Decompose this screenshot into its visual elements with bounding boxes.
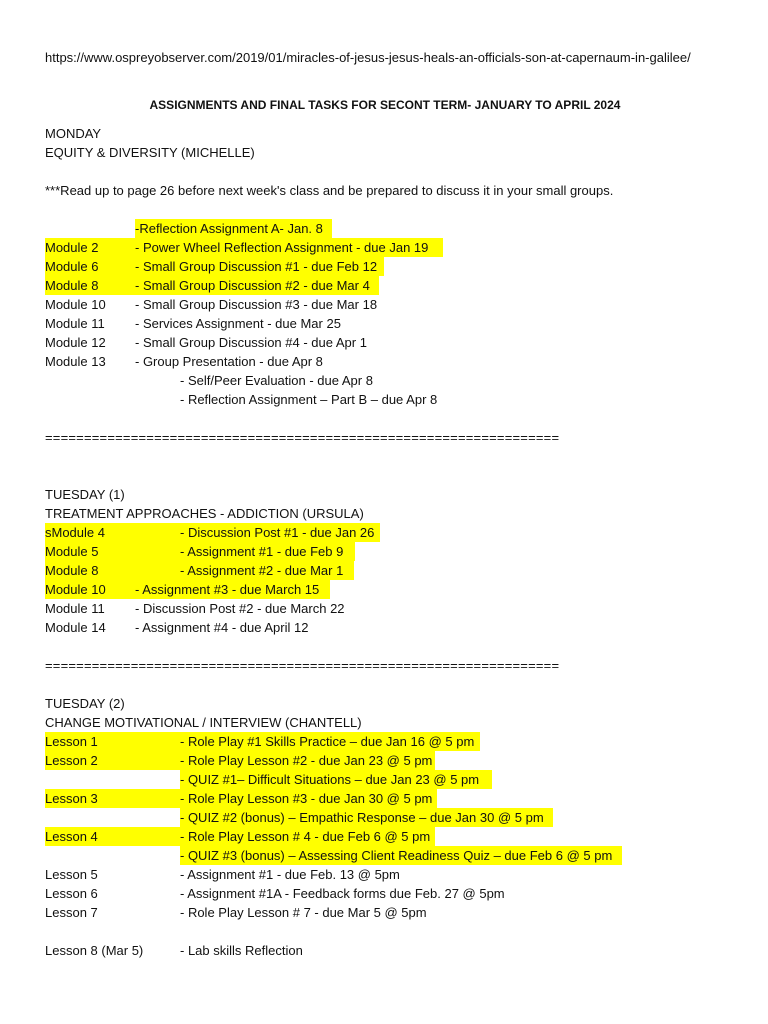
list-item	[45, 618, 725, 637]
document-page	[45, 48, 725, 960]
task-text: - Role Play Lesson # 7 - due Mar 5 @ 5pm	[180, 905, 427, 920]
module-label: Module 13	[45, 354, 106, 369]
tuesday2-day: TUESDAY (2)	[45, 696, 125, 711]
list-item	[45, 333, 725, 352]
tuesday1-course: TREATMENT APPROACHES - ADDICTION (URSULA)	[45, 506, 364, 521]
list-item	[45, 732, 725, 751]
task-text: -Reflection Assignment A- Jan. 8	[135, 219, 332, 238]
list-item	[45, 219, 725, 238]
monday-day: MONDAY	[45, 126, 102, 141]
module-label: Lesson 4	[45, 827, 180, 846]
monday-note: ***Read up to page 26 before next week's class and be prepared to discuss it in your small groups.	[45, 183, 614, 198]
list-item	[45, 770, 725, 789]
list-item	[45, 295, 725, 314]
module-label: Module 5	[45, 542, 180, 561]
module-label: Module 11	[45, 601, 105, 616]
list-item	[45, 599, 725, 618]
task-text: - Assignment #1A - Feedback forms due Feb. 27 @ 5pm	[180, 886, 505, 901]
list-item	[45, 238, 725, 257]
list-item	[45, 827, 725, 846]
module-label: Lesson 1	[45, 732, 180, 751]
task-text: - Power Wheel Reflection Assignment - due Jan 19	[135, 238, 443, 257]
task-text: - Small Group Discussion #1 - due Feb 12	[135, 257, 384, 276]
module-label: Lesson 8 (Mar 5)	[45, 943, 144, 958]
task-text: - Reflection Assignment – Part B – due Apr 8	[180, 392, 438, 407]
list-item	[45, 884, 725, 903]
list-item	[45, 846, 725, 865]
monday-course: EQUITY & DIVERSITY (MICHELLE)	[45, 145, 255, 160]
list-item	[45, 314, 725, 333]
module-label: Module 14	[45, 620, 106, 635]
task-text: - Assignment #1 - due Feb 9	[180, 542, 355, 561]
module-label: Lesson 2	[45, 751, 180, 770]
section-separator: ==================================================================	[45, 658, 560, 673]
module-label: Module 10	[45, 297, 106, 312]
task-text: - Assignment #2 - due Mar 1	[180, 561, 354, 580]
task-text: - Services Assignment - due Mar 25	[135, 316, 341, 331]
module-label: sModule 4	[45, 523, 180, 542]
task-text: - Assignment #3 - due March 15	[135, 580, 330, 599]
list-item	[45, 789, 725, 808]
module-label: Module 10	[45, 580, 135, 599]
list-item	[45, 903, 725, 922]
task-text: - Discussion Post #2 - due March 22	[135, 601, 345, 616]
task-text: - Self/Peer Evaluation - due Apr 8	[180, 373, 373, 388]
task-text: - Group Presentation - due Apr 8	[135, 354, 323, 369]
list-item	[45, 390, 725, 409]
task-text: - Small Group Discussion #4 - due Apr 1	[135, 335, 367, 350]
list-item	[45, 276, 725, 295]
task-text: - QUIZ #3 (bonus) – Assessing Client Readiness Quiz – due Feb 6 @ 5 pm	[180, 846, 622, 865]
list-item	[45, 371, 725, 390]
module-label: Lesson 6	[45, 886, 98, 901]
task-text: - Lab skills Reflection	[180, 943, 303, 958]
tuesday2-course: CHANGE MOTIVATIONAL / INTERVIEW (CHANTELL)	[45, 715, 362, 730]
task-text: - Discussion Post #1 - due Jan 26	[180, 523, 380, 542]
tuesday1-day: TUESDAY (1)	[45, 487, 125, 502]
module-label: Lesson 3	[45, 789, 180, 808]
module-label: Lesson 5	[45, 867, 98, 882]
module-label: Module 8	[45, 276, 135, 295]
task-text: - QUIZ #1– Difficult Situations – due Jan 23 @ 5 pm	[180, 770, 492, 789]
task-text: - Role Play Lesson #3 - due Jan 30 @ 5 pm	[180, 789, 437, 808]
module-label: Module 6	[45, 257, 135, 276]
module-label: Module 12	[45, 335, 106, 350]
module-label: Module 2	[45, 238, 135, 257]
section-separator: ==================================================================	[45, 430, 560, 445]
task-text: - QUIZ #2 (bonus) – Empathic Response – due Jan 30 @ 5 pm	[180, 808, 553, 827]
task-text: - Assignment #4 - due April 12	[135, 620, 309, 635]
module-label: Lesson 7	[45, 905, 98, 920]
document-title: ASSIGNMENTS AND FINAL TASKS FOR SECONT TERM- JANUARY TO APRIL 2024	[149, 98, 621, 112]
task-text: - Small Group Discussion #2 - due Mar 4	[135, 276, 379, 295]
task-text: - Role Play Lesson # 4 - due Feb 6 @ 5 pm	[180, 827, 435, 846]
list-item	[45, 808, 725, 827]
module-label: Module 11	[45, 316, 105, 331]
task-text: - Role Play Lesson #2 - due Jan 23 @ 5 pm	[180, 751, 435, 770]
list-item	[45, 257, 725, 276]
list-item	[45, 941, 725, 960]
list-item	[45, 751, 725, 770]
task-text: - Assignment #1 - due Feb. 13 @ 5pm	[180, 867, 400, 882]
list-item	[45, 865, 725, 884]
list-item	[45, 580, 725, 599]
source-url[interactable]: https://www.ospreyobserver.com/2019/01/miracles-of-jesus-jesus-heals-an-officials-son-at-capernaum-in-galilee/	[45, 50, 691, 65]
list-item	[45, 352, 725, 371]
task-text: - Role Play #1 Skills Practice – due Jan 16 @ 5 pm	[180, 732, 480, 751]
list-item	[45, 523, 725, 542]
list-item	[45, 542, 725, 561]
list-item	[45, 561, 725, 580]
module-label: Module 8	[45, 561, 180, 580]
task-text: - Small Group Discussion #3 - due Mar 18	[135, 297, 378, 312]
